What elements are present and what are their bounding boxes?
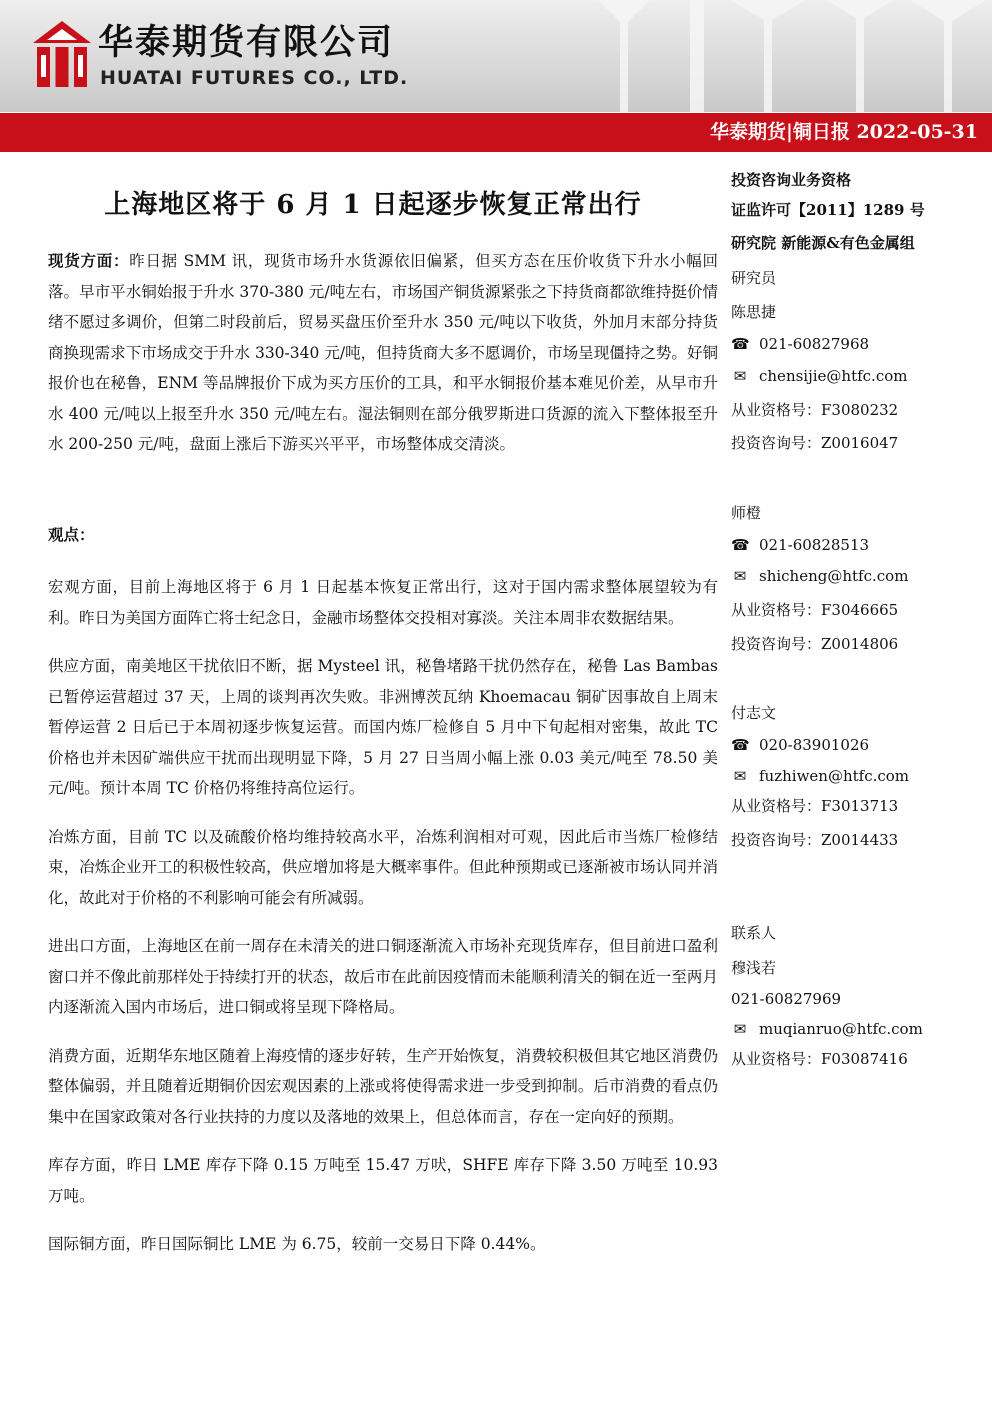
page-header — [0, 0, 992, 112]
huatai-logo-icon — [33, 21, 91, 87]
qualification-number: 从业资格号：F3080232 — [731, 401, 899, 419]
email-link[interactable]: shicheng@htfc.com — [759, 567, 909, 585]
paragraph-macro: 宏观方面，目前上海地区将于 6 月 1 日起基本恢复正常出行，这对于国内需求整体展望较为有利。昨日为美国方面阵亡将士纪念日，金融市场整体交投相对寡淡。关注本周非农数据结果。 — [48, 578, 718, 627]
mail-icon: ✉ — [733, 567, 747, 585]
phone-number: 021-60827968 — [759, 335, 870, 353]
contact-label: 联系人 — [731, 924, 777, 942]
report-line: 华泰期货|铜日报 2022-05-31 — [709, 121, 978, 143]
spot-paragraph — [48, 246, 718, 460]
consulting-number: 投资咨询号：Z0016047 — [731, 434, 899, 452]
views-label: 观点： — [48, 524, 95, 544]
consulting-number: 投资咨询号：Z0014433 — [731, 831, 899, 849]
spot-text: 昨日据 SMM 讯，现货市场升水货源依旧偏紧，但买方态在压价收货下升水小幅回落。早市平水铜始报于升水 370-380 元/吨左右，市场国产铜货源紧张之下持货商都欲维持挺价情绪不愿过多调价，但第二时段前后，贸易买盘压价至升水 350 元/吨以下收货，外加月末部分持货商换现需求下市场成交于升水 330-340 元/吨，但持货商大多不愿调价，市场呈现僵持之势。好铜报价也在秘鲁，ENM 等品牌报价下成为买方压价的工具，和平水铜报价基本难见价差，从早市升水 400 元/吨以上报至升水 350 元/吨左右。湿法铜则在部分俄罗斯进口货源的流入下整体报至升水 200-250 元/吨，盘面上涨后下游买兴平平，市场整体成交清淡。 — [48, 252, 718, 453]
contact-phone: 021-60827969 — [731, 990, 842, 1008]
analyst-phone — [731, 534, 869, 556]
analyst-phone — [731, 734, 869, 756]
paragraph-consumption: 消费方面，近期华东地区随着上海疫情的逐步好转，生产开始恢复，消费较积极但其它地区消费仍整体偏弱，并且随着近期铜价因宏观因素的上涨或将使得需求进一步受到抑制。后市消费的看点仍集中在国家政策对各行业扶持的力度以及落地的效果上，但总体而言，存在一定向好的预期。 — [48, 1046, 718, 1126]
phone-icon: ☎ — [731, 335, 750, 353]
qualification-number: 从业资格号：F3013713 — [731, 797, 899, 815]
paragraph-intl-copper: 国际铜方面，昨日国际铜比 LME 为 6.75，较前一交易日下降 0.44%。 — [48, 1235, 546, 1253]
report-title: 上海地区将于 6 月 1 日起逐步恢复正常出行 — [104, 190, 642, 220]
analyst-phone — [731, 333, 869, 355]
analyst-email[interactable] — [731, 765, 909, 787]
analyst-name: 陈思捷 — [731, 303, 777, 321]
consulting-number: 投资咨询号：Z0014806 — [731, 635, 899, 653]
phone-icon: ☎ — [731, 536, 750, 554]
contact-qualification: 从业资格号：F03087416 — [731, 1050, 908, 1068]
analyst-email[interactable] — [731, 565, 908, 587]
company-name-en: HUATAI FUTURES CO., LTD. — [100, 67, 409, 89]
contact-name: 穆浅若 — [731, 959, 777, 977]
license-title: 投资咨询业务资格 — [731, 171, 852, 189]
report-body — [48, 246, 718, 1260]
company-name-cn: 华泰期货有限公司 — [98, 23, 395, 63]
paragraph-supply: 供应方面，南美地区干扰依旧不断，据 Mysteel 讯，秘鲁堵路干扰仍然存在，秘鲁 Las Bambas 已暂停运营超过 37 天，上周的谈判再次失败。非洲博茨瓦纳 Khoemacau 铜矿因事故自上周末暂停运营 2 日后已于本周初逐步恢复运营。而国内炼厂检修自 5 月中下旬起相对密集，故此 TC 价格也并未因矿端供应干扰而出现明显下降，5 月 27 日当周小幅上涨 0.03 美元/吨至 78.50 美元/吨。预计本周 TC 价格仍将维持高位运行。 — [48, 657, 718, 797]
qualification-number: 从业资格号：F3046665 — [731, 601, 899, 619]
report-banner — [0, 113, 992, 152]
analyst-name: 师橙 — [731, 504, 762, 522]
analyst-role: 研究员 — [731, 269, 777, 287]
analyst-name: 付志文 — [731, 704, 777, 722]
analyst-email[interactable] — [731, 365, 907, 387]
mail-icon: ✉ — [733, 367, 747, 385]
email-link[interactable]: chensijie@htfc.com — [759, 367, 908, 385]
paragraph-smelting: 冶炼方面，目前 TC 以及硫酸价格均维持较高水平，冶炼利润相对可观，因此后市当炼厂检修结束，冶炼企业开工的积极性较高，供应增加将是大概率事件。但此种预期或已逐渐被市场认同并消化，故此对于价格的不利影响可能会有所减弱。 — [48, 827, 718, 907]
research-dept: 研究院 新能源&有色金属组 — [731, 234, 915, 252]
phone-icon: ☎ — [731, 736, 750, 754]
license-number: 证监许可【2011】1289 号 — [731, 201, 925, 219]
spot-label: 现货方面： — [48, 251, 130, 270]
paragraph-import-export: 进出口方面，上海地区在前一周存在未清关的进口铜逐渐流入市场补充现货库存，但目前进口盈利窗口并不像此前那样处于持续打开的状态，故后市在此前因疫情而未能顺利清关的铜在近一至两月内逐渐流入国内市场后，进口铜或将呈现下降格局。 — [48, 937, 718, 1016]
email-link[interactable]: muqianruo@htfc.com — [759, 1020, 923, 1038]
phone-number: 020-83901026 — [759, 736, 870, 754]
email-link[interactable]: fuzhiwen@htfc.com — [759, 767, 910, 785]
contact-email[interactable] — [731, 1018, 923, 1040]
mail-icon: ✉ — [733, 767, 747, 785]
paragraph-inventory: 库存方面，昨日 LME 库存下降 0.15 万吨至 15.47 万吠，SHFE 库存下降 3.50 万吨至 10.93 万吨。 — [48, 1156, 718, 1205]
phone-number: 021-60828513 — [759, 536, 870, 554]
mail-icon: ✉ — [733, 1020, 747, 1038]
